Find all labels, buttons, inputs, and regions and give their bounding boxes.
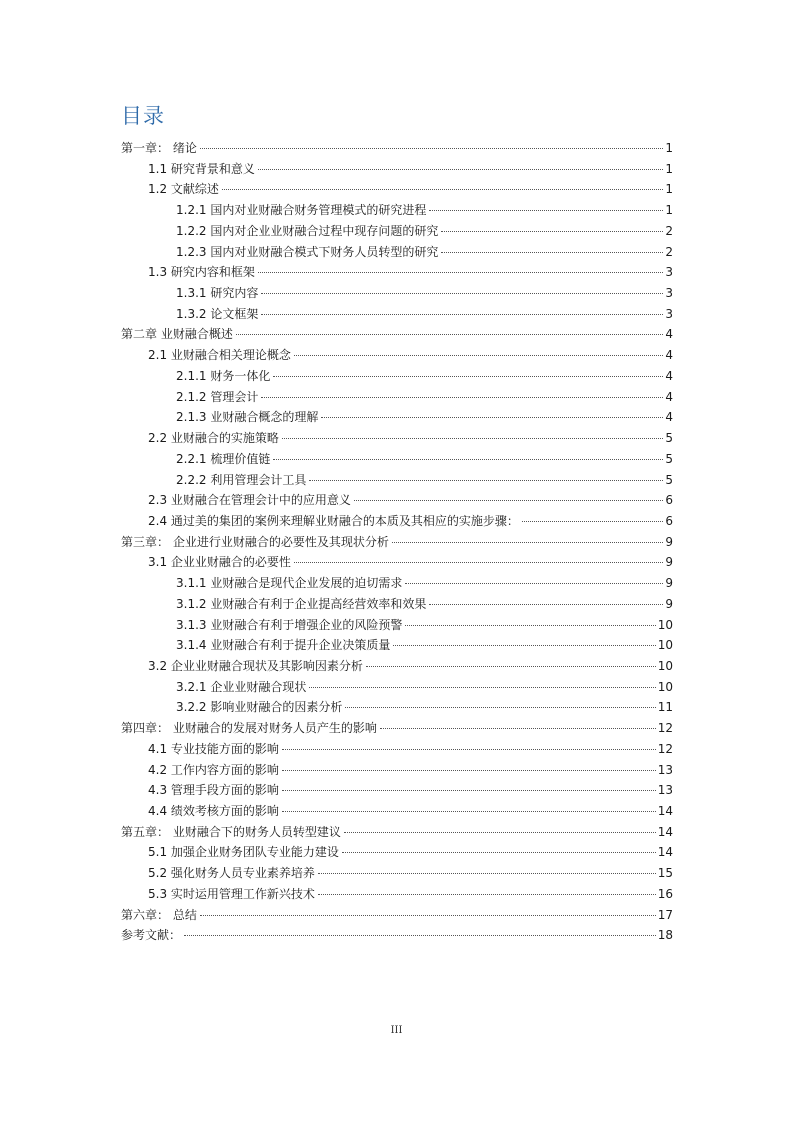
toc-entry-page: 4 (665, 327, 673, 342)
toc-entry-page: 14 (657, 804, 673, 818)
toc-entry-page: 6 (665, 493, 673, 508)
toc-entry-page: 9 (665, 596, 673, 611)
toc-entry-page: 13 (657, 762, 673, 777)
toc-entry[interactable] (121, 636, 673, 657)
toc-entry[interactable] (121, 450, 673, 471)
toc-entry-page: 12 (657, 721, 673, 736)
toc-entry-page: 5 (665, 431, 673, 446)
toc-entry-title: 4.4 绩效考核方面的影响 (148, 804, 279, 818)
toc-entry-page: 1 (665, 161, 673, 176)
toc-entry[interactable] (121, 843, 673, 864)
toc-title: 目录 (121, 104, 165, 128)
toc-dot-leader (393, 645, 655, 646)
toc-entry[interactable] (121, 740, 673, 761)
toc-dot-leader (392, 542, 664, 543)
toc-dot-leader (273, 459, 663, 460)
toc-entry-page: 15 (657, 866, 673, 881)
toc-dot-leader (282, 438, 663, 439)
toc-entry[interactable] (121, 408, 673, 429)
toc-dot-leader (294, 355, 663, 356)
toc-dot-leader (222, 189, 663, 190)
toc-entry-title: 3.1.3 业财融合有利于增强企业的风险预警 (176, 617, 403, 632)
toc-dot-leader (318, 873, 656, 874)
toc-entry-page: 4 (665, 389, 673, 404)
toc-entry-title: 1.2 文献综述 (148, 182, 219, 197)
toc-entry[interactable] (121, 325, 673, 346)
toc-entry-page: 1 (665, 182, 673, 197)
toc-entry[interactable] (121, 906, 673, 927)
toc-entry-title: 3.2.1 企业业财融合现状 (176, 679, 307, 694)
toc-entry-title: 1.2.1 国内对业财融合财务管理模式的研究进程 (176, 203, 427, 218)
toc-entry[interactable] (121, 388, 673, 409)
toc-entry-title: 第六章： 总结 (121, 907, 197, 922)
toc-entry[interactable] (121, 139, 673, 160)
toc-entry[interactable] (121, 761, 673, 782)
toc-entry[interactable] (121, 802, 673, 823)
toc-entry-title: 3.1.4 业财融合有利于提升企业决策质量 (176, 638, 391, 653)
toc-dot-leader (342, 852, 656, 853)
toc-entry[interactable] (121, 533, 673, 554)
toc-dot-leader (366, 666, 656, 667)
toc-dot-leader (258, 272, 663, 273)
toc-entry-page: 3 (665, 265, 673, 280)
page-number: III (390, 1025, 403, 1036)
toc-entry-page: 6 (665, 513, 673, 528)
toc-entry-title: 5.2 强化财务人员专业素养培养 (148, 866, 315, 881)
toc-entry[interactable] (121, 864, 673, 885)
toc-entry-title: 5.1 加强企业财务团队专业能力建设 (148, 845, 339, 860)
toc-entry-page: 4 (665, 368, 673, 383)
toc-dot-leader (282, 749, 656, 750)
toc-entry[interactable] (121, 553, 673, 574)
toc-dot-leader (522, 521, 663, 522)
toc-entry-page: 14 (657, 845, 673, 860)
toc-dot-leader (405, 583, 663, 584)
toc-entry-page: 3 (665, 306, 673, 321)
toc-entry[interactable] (121, 160, 673, 181)
toc-entry[interactable] (121, 885, 673, 906)
toc-entry-title: 3.1 企业业财融合的必要性 (148, 555, 291, 570)
toc-entry-title: 1.1 研究背景和意义 (148, 161, 255, 176)
toc-entry-title: 3.1.1 业财融合是现代企业发展的迫切需求 (176, 576, 403, 591)
toc-entry[interactable] (121, 698, 673, 719)
toc-entry-title: 3.2 企业业财融合现状及其影响因素分析 (148, 658, 363, 673)
toc-entry-title: 2.1.1 财务一体化 (176, 368, 271, 383)
toc-entry-page: 10 (657, 658, 673, 673)
toc-entry[interactable] (121, 201, 673, 222)
toc-entry[interactable] (121, 222, 673, 243)
toc-entry[interactable] (121, 616, 673, 637)
toc-entry-title: 第二章 业财融合概述 (121, 327, 233, 342)
toc-dot-leader (321, 417, 663, 418)
toc-dot-leader (405, 625, 655, 626)
toc-entry-page: 5 (665, 472, 673, 487)
toc-entry-title: 3.1.2 业财融合有利于企业提高经营效率和效果 (176, 596, 427, 611)
toc-entry-title: 第一章： 绪论 (121, 141, 197, 155)
toc-entry-page: 4 (665, 410, 673, 425)
toc-entry[interactable] (121, 429, 673, 450)
toc-entry-page: 2 (665, 244, 673, 259)
toc-entry[interactable] (121, 678, 673, 699)
toc-dot-leader (345, 707, 655, 708)
toc-entry-page: 10 (657, 679, 673, 694)
toc-dot-leader (354, 500, 663, 501)
toc-entry-title: 2.1 业财融合相关理论概念 (148, 348, 291, 363)
toc-entry[interactable] (121, 574, 673, 595)
toc-entry[interactable] (121, 781, 673, 802)
toc-dot-leader (261, 397, 663, 398)
toc-dot-leader (282, 770, 656, 771)
toc-dot-leader (380, 728, 656, 729)
toc-dot-leader (261, 293, 663, 294)
toc-entry-title: 1.2.3 国内对业财融合模式下财务人员转型的研究 (176, 244, 439, 259)
toc-dot-leader (258, 169, 663, 170)
toc-entry-title: 1.3 研究内容和框架 (148, 265, 255, 280)
toc-entry[interactable] (121, 491, 673, 512)
toc-entry-page: 14 (657, 824, 673, 839)
toc-entry-title: 2.1.3 业财融合概念的理解 (176, 410, 319, 425)
toc-entry[interactable] (121, 346, 673, 367)
toc-dot-leader (200, 148, 664, 149)
toc-entry-title: 4.3 管理手段方面的影响 (148, 783, 279, 798)
toc-entry-title: 1.2.2 国内对企业业财融合过程中现存问题的研究 (176, 223, 439, 238)
table-of-contents (121, 139, 673, 947)
toc-dot-leader (441, 231, 663, 232)
toc-entry[interactable] (121, 305, 673, 326)
toc-entry-page: 1 (665, 203, 673, 218)
toc-entry[interactable] (121, 367, 673, 388)
toc-dot-leader (236, 334, 664, 335)
toc-entry-page: 5 (665, 451, 673, 466)
toc-dot-leader (441, 252, 663, 253)
toc-dot-leader (184, 935, 656, 936)
toc-entry-page: 10 (657, 638, 673, 653)
toc-entry-title: 第四章： 业财融合的发展对财务人员产生的影响 (121, 721, 377, 736)
toc-entry[interactable] (121, 595, 673, 616)
toc-entry-title: 1.3.1 研究内容 (176, 286, 259, 301)
toc-entry-title: 2.2.2 利用管理会计工具 (176, 472, 307, 487)
toc-entry-page: 18 (657, 928, 673, 943)
toc-entry-title: 2.2.1 梳理价值链 (176, 451, 271, 466)
toc-entry-title: 4.2 工作内容方面的影响 (148, 762, 279, 777)
toc-dot-leader (261, 314, 663, 315)
toc-dot-leader (273, 376, 663, 377)
toc-entry-title: 第五章： 业财融合下的财务人员转型建议 (121, 824, 341, 839)
toc-entry-title: 2.4 通过美的集团的案例来理解业财融合的本质及其相应的实施步骤： (148, 513, 519, 528)
toc-entry-title: 2.3 业财融合在管理会计中的应用意义 (148, 493, 351, 508)
toc-entry[interactable] (121, 284, 673, 305)
toc-entry-page: 9 (665, 534, 673, 549)
toc-entry-title: 4.1 专业技能方面的影响 (148, 741, 279, 756)
toc-entry-title: 第三章： 企业进行业财融合的必要性及其现状分析 (121, 534, 389, 549)
toc-entry-title: 参考文献： (121, 928, 182, 943)
toc-entry-title: 2.2 业财融合的实施策略 (148, 431, 279, 446)
toc-dot-leader (344, 832, 656, 833)
toc-entry-title: 3.2.2 影响业财融合的因素分析 (176, 700, 343, 715)
toc-entry-page: 16 (657, 886, 673, 901)
toc-entry-page: 17 (657, 907, 673, 922)
toc-entry-title: 5.3 实时运用管理工作新兴技术 (148, 886, 315, 901)
toc-entry-page: 2 (665, 223, 673, 238)
toc-entry[interactable] (121, 471, 673, 492)
toc-entry-page: 12 (657, 741, 673, 756)
toc-entry[interactable] (121, 823, 673, 844)
toc-entry-title: 1.3.2 论文框架 (176, 306, 259, 321)
toc-dot-leader (282, 811, 656, 812)
toc-entry[interactable] (121, 180, 673, 201)
toc-entry[interactable] (121, 512, 673, 533)
toc-entry-page: 4 (665, 348, 673, 363)
toc-dot-leader (309, 480, 663, 481)
toc-entry[interactable] (121, 926, 673, 947)
toc-entry-page: 9 (665, 576, 673, 591)
toc-entry[interactable] (121, 657, 673, 678)
toc-entry[interactable] (121, 263, 673, 284)
toc-dot-leader (282, 790, 656, 791)
toc-entry[interactable] (121, 719, 673, 740)
toc-dot-leader (318, 894, 656, 895)
toc-entry-page: 9 (665, 555, 673, 570)
toc-entry-page: 13 (657, 783, 673, 798)
toc-entry-page: 3 (665, 286, 673, 301)
toc-entry-title: 2.1.2 管理会计 (176, 389, 259, 404)
toc-dot-leader (200, 915, 656, 916)
toc-dot-leader (429, 604, 663, 605)
toc-entry[interactable] (121, 243, 673, 264)
toc-entry-page: 10 (657, 617, 673, 632)
toc-dot-leader (294, 562, 663, 563)
toc-dot-leader (429, 210, 663, 211)
toc-dot-leader (309, 687, 655, 688)
toc-entry-page: 1 (665, 141, 673, 155)
toc-entry-page: 11 (657, 700, 673, 715)
